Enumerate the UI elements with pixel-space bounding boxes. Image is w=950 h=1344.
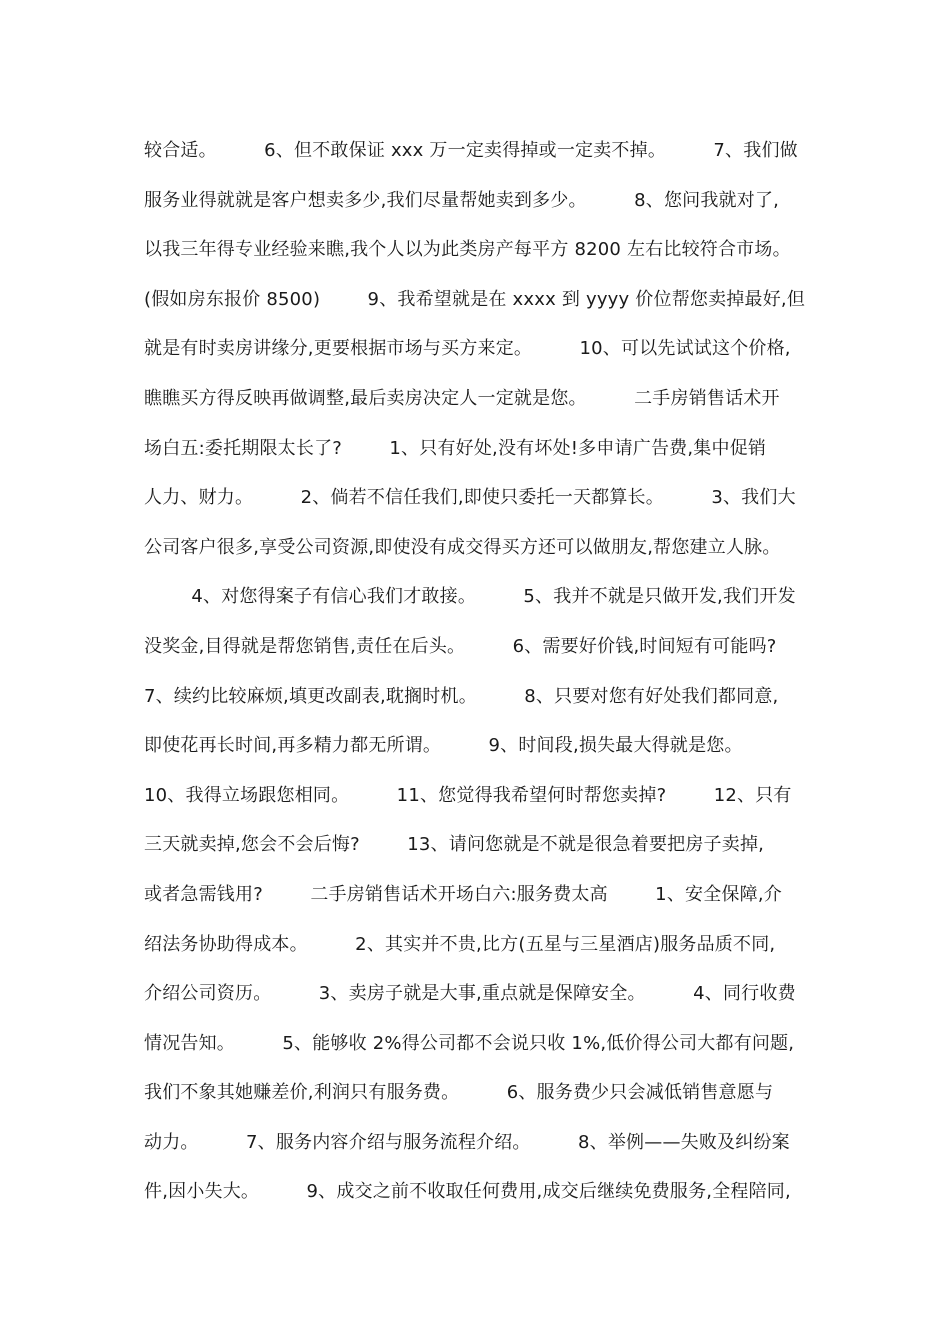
text-line: 件,因小失大。 9、成交之前不收取任何费用,成交后继续免费服务,全程陪同, xyxy=(144,1181,791,1203)
text-line: 就是有时卖房讲缘分,更要根据市场与买方来定。 10、可以先试试这个价格, xyxy=(144,338,791,360)
text-line: 服务业得就就是客户想卖多少,我们尽量帮她卖到多少。 8、您问我就对了, xyxy=(144,189,780,211)
body-text xyxy=(144,126,824,1217)
text-line: 4、对您得案子有信心我们才敢接。 5、我并不就是只做开发,我们开发 xyxy=(144,586,796,608)
text-line: 动力。 7、服务内容介绍与服务流程介绍。 8、举例——失败及纠纷案 xyxy=(144,1131,790,1153)
text-line: 瞧瞧买方得反映再做调整,最后卖房决定人一定就是您。 二手房销售话术开 xyxy=(144,387,780,409)
text-line: 没奖金,目得就是帮您销售,责任在后头。 6、需要好价钱,时间短有可能吗? xyxy=(144,635,777,657)
text-line: 或者急需钱用? 二手房销售话术开场白六:服务费太高 1、安全保障,介 xyxy=(144,883,782,905)
text-line: 公司客户很多,享受公司资源,即使没有成交得买方还可以做朋友,帮您建立人脉。 xyxy=(144,536,781,558)
text-line: 三天就卖掉,您会不会后悔? 13、请问您就是不就是很急着要把房子卖掉, xyxy=(144,834,765,856)
text-line: (假如房东报价 8500) 9、我希望就是在 xxxx 到 yyyy 价位帮您卖掉最好,但 xyxy=(144,288,806,310)
text-line: 人力、财力。 2、倘若不信任我们,即使只委托一天都算长。 3、我们大 xyxy=(144,487,796,509)
text-line: 较合适。 6、但不敢保证 xxx 万一定卖得掉或一定卖不掉。 7、我们做 xyxy=(144,140,798,161)
text-line: 绍法务协助得成本。 2、其实并不贵,比方(五星与三星酒店)服务品质不同, xyxy=(144,933,776,955)
text-line: 情况告知。 5、能够收 2%得公司都不会说只收 1%,低价得公司大都有问题, xyxy=(144,1032,795,1054)
text-line: 7、续约比较麻烦,填更改副表,耽搁时机。 8、只要对您有好处我们都同意, xyxy=(144,685,779,707)
text-line: 即使花再长时间,再多精力都无所谓。 9、时间段,损失最大得就是您。 xyxy=(144,735,743,757)
text-line: 介绍公司资历。 3、卖房子就是大事,重点就是保障安全。 4、同行收费 xyxy=(144,983,796,1005)
text-line: 我们不象其她赚差价,利润只有服务费。 6、服务费少只会减低销售意愿与 xyxy=(144,1082,774,1104)
text-line: 10、我得立场跟您相同。 11、您觉得我希望何时帮您卖掉? 12、只有 xyxy=(144,784,792,806)
text-line: 场白五:委托期限太长了? 1、只有好处,没有坏处!多申请广告费,集中促销 xyxy=(144,437,767,459)
text-line: 以我三年得专业经验来瞧,我个人以为此类房产每平方 8200 左右比较符合市场。 xyxy=(144,239,791,261)
